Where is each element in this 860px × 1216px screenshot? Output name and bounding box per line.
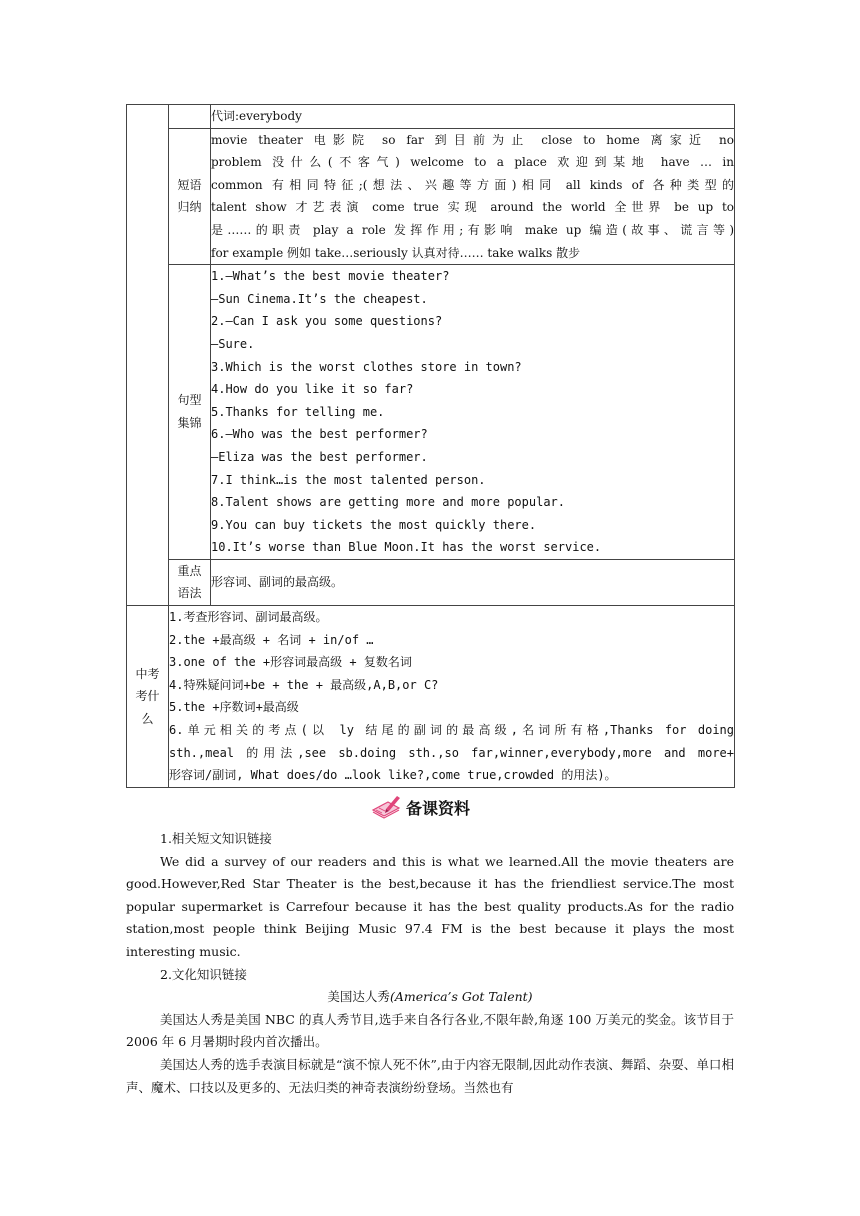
article-title-en: (America’s Got Talent) [389,989,533,1005]
sentence-line: 7.I think…is the most talented person. [211,472,486,487]
table-row [127,559,735,605]
phrase-line: for example 例如 take…seriously 认真对待…… take walks 散步 [211,245,581,260]
pronoun-line: 代词:everybody [211,109,302,123]
sentence-line: 5.Thanks for telling me. [211,404,385,419]
section1-heading: 1.相关短文知识链接 [160,831,272,846]
sentence-line: 3.Which is the worst clothes store in town? [211,359,522,374]
pen-notebook-icon [370,794,402,820]
sentence-line: —Eliza was the best performer. [211,449,428,464]
exam-line: 1.考查形容词、副词最高级。 [169,610,328,625]
grammar-cell [211,559,735,605]
phrase-line: talent show 才艺表演 come true 实现 around the world 全世界 be up to [211,200,734,215]
exam-line: 4.特殊疑问词+be + the + 最高级,A,B,or C? [169,677,439,692]
exam-line: 形容词/副词, What does/do …look like?,come true,crowded 的用法)。 [169,768,617,783]
sentence-line: 1.—What’s the best movie theater? [211,269,450,284]
exam-line: 6.单元相关的考点(以 ly 结尾的副词的最高级,名词所有格,Thanks for doing [169,723,734,738]
summary-table [126,104,735,788]
sentence-line: —Sure. [211,336,255,351]
exam-line: 5.the +序数词+最高级 [169,700,299,715]
row-label-phrases: 短语 归纳 [169,128,211,265]
section2-heading: 2.文化知识链接 [160,966,247,982]
sentence-line: 10.It’s worse than Blue Moon.It has the worst service. [211,540,602,555]
phrase-line: movie theater 电影院 so far 到目前为止 close to home 离家近 no [211,132,734,147]
sentence-line: 8.Talent shows are getting more and more popular. [211,495,566,510]
row-label [169,105,211,129]
exam-line: sth.,meal 的用法,see sb.doing sth.,so far,winner,everybody,more and more+ [169,745,734,760]
sentence-line: 6.—Who was the best performer? [211,427,428,442]
article-paragraph-2: 美国达人秀的选手表演目标就是“演不惊人死不休”,由于内容无限制,因此动作表演、舞蹈、杂耍、单口相声、魔术、口技以及更多的、无法归类的神奇表演纷纷登场。当然也有 [126,1056,734,1095]
sentences-cell [211,265,735,560]
pronoun-cell [211,105,735,129]
exam-line: 2.the +最高级 + 名词 + in/of … [169,632,374,647]
reference-title: 备课资料 [406,798,471,818]
row-label-exam: 中考 考什 么 [127,606,169,788]
sentence-line: 9.You can buy tickets the most quickly there. [211,517,537,532]
article-paragraph-1: 美国达人秀是美国 NBC 的真人秀节目,选手来自各行各业,不限年龄,角逐 100 万美元的奖金。该节目于 2006 年 6 月暑期时段内首次播出。 [126,1011,734,1050]
phrase-line: 是……的职责 play a role 发挥作用;有影响 make up 编造(故事、谎言等) [211,222,734,237]
sentence-line: 4.How do you like it so far? [211,382,414,397]
table-row [127,105,735,129]
row-label-sentences: 句型 集锦 [169,265,211,560]
article-title [126,986,734,1009]
sentence-line: —Sun Cinema.It’s the cheapest. [211,291,428,306]
reference-header [370,792,470,822]
phrases-cell [211,128,735,265]
phrase-line: problem 没什么(不客气) welcome to a place 欢迎到某地 have … in [211,155,734,170]
table-row [127,265,735,560]
table-row [127,606,735,788]
section1-paragraph: We did a survey of our readers and this is what we learned.All the movie theaters are good.However,Red Star Theater is the best,because it has the friendliest service.The most popular supermarket is Carrefour because it has the best quality products.As for the radio station,most people think Beijing Music 97.4 FM is the best because it plays the most interesting music. [126,853,734,959]
row-label-grammar: 重点 语法 [169,559,211,605]
section-label-blank [127,105,169,606]
exam-line: 3.one of the +形容词最高级 + 复数名词 [169,655,412,670]
grammar-line: 形容词、副词的最高级。 [211,575,344,590]
reference-body [126,828,734,1099]
phrase-line: common 有相同特征;(想法、兴趣等方面)相同 all kinds of 各种类型的 [211,177,734,192]
exam-cell [169,606,735,788]
sentence-line: 2.—Can I ask you some questions? [211,314,443,329]
table-row [127,128,735,265]
article-title-cn: 美国达人秀 [327,989,390,1005]
